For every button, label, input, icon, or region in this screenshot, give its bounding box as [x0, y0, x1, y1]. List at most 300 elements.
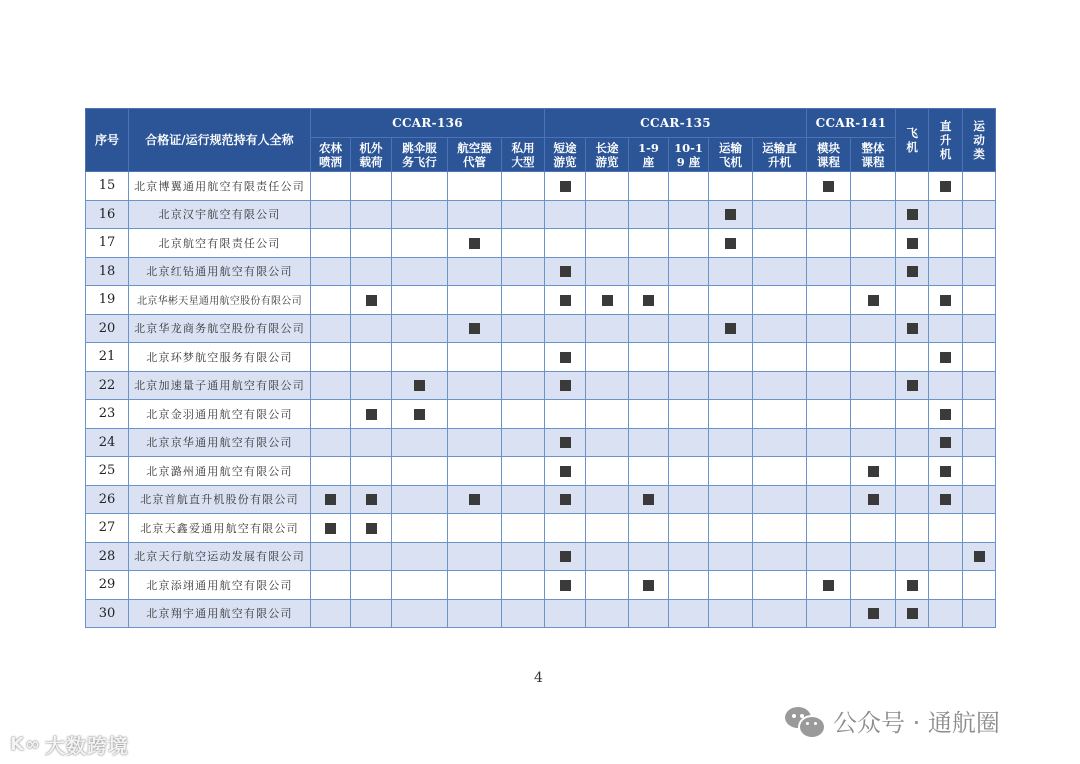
- cell-模块课程: [807, 314, 851, 343]
- check-square-icon: [907, 266, 918, 277]
- cell-整体课程: [851, 229, 896, 258]
- cell-飞机: [896, 457, 929, 486]
- cell-短途游览: [545, 257, 586, 286]
- cell-运输直升机: [753, 343, 807, 372]
- table-row: [86, 371, 996, 400]
- table-row: [86, 229, 996, 258]
- cell-机外载荷: [351, 200, 392, 229]
- watermark-right: [785, 703, 1000, 738]
- cell-1-9座: [629, 400, 669, 429]
- cell-跳伞服务飞行: [392, 172, 448, 201]
- cell-农林喷洒: [311, 599, 351, 628]
- header-sport: 运 动 类: [963, 109, 996, 172]
- cell-飞机: [896, 286, 929, 315]
- cell-运动类: [963, 457, 996, 486]
- cell-运输直升机: [753, 314, 807, 343]
- cell-农林喷洒: [311, 172, 351, 201]
- holder-name: 北京首航直升机股份有限公司: [129, 485, 311, 514]
- cell-农林喷洒: [311, 286, 351, 315]
- cell-整体课程: [851, 428, 896, 457]
- cell-运输飞机: [709, 172, 753, 201]
- cell-运输飞机: [709, 400, 753, 429]
- cell-模块课程: [807, 229, 851, 258]
- cell-模块课程: [807, 457, 851, 486]
- cell-整体课程: [851, 514, 896, 543]
- row-number: 22: [86, 371, 129, 400]
- row-number: 27: [86, 514, 129, 543]
- cell-长途游览: [586, 599, 629, 628]
- check-square-icon: [725, 323, 736, 334]
- row-number: 18: [86, 257, 129, 286]
- check-square-icon: [823, 580, 834, 591]
- cell-运动类: [963, 428, 996, 457]
- check-square-icon: [560, 181, 571, 192]
- cell-农林喷洒: [311, 400, 351, 429]
- check-square-icon: [643, 295, 654, 306]
- cell-运输飞机: [709, 514, 753, 543]
- check-square-icon: [469, 323, 480, 334]
- cell-长途游览: [586, 200, 629, 229]
- cell-农林喷洒: [311, 314, 351, 343]
- cell-私用大型: [502, 542, 545, 571]
- cell-短途游览: [545, 428, 586, 457]
- holder-name: 北京航空有限责任公司: [129, 229, 311, 258]
- check-square-icon: [823, 181, 834, 192]
- cell-短途游览: [545, 542, 586, 571]
- cell-农林喷洒: [311, 371, 351, 400]
- cell-1-9座: [629, 172, 669, 201]
- cell-跳伞服务飞行: [392, 428, 448, 457]
- cell-模块课程: [807, 371, 851, 400]
- cell-10-19座: [669, 457, 709, 486]
- cell-运输直升机: [753, 257, 807, 286]
- cell-直升机: [929, 172, 963, 201]
- cell-跳伞服务飞行: [392, 514, 448, 543]
- cell-长途游览: [586, 400, 629, 429]
- cell-航空器代管: [448, 314, 502, 343]
- qualification-table: [85, 108, 996, 628]
- header-transport-helicopter: 运输直 升机: [753, 138, 807, 172]
- cell-10-19座: [669, 599, 709, 628]
- header-short-sightseeing: 短途 游览: [545, 138, 586, 172]
- header-external-load: 机外 载荷: [351, 138, 392, 172]
- header-private-large: 私用 大型: [502, 138, 545, 172]
- cell-整体课程: [851, 314, 896, 343]
- watermark-left: [10, 730, 129, 759]
- row-number: 24: [86, 428, 129, 457]
- cell-运输直升机: [753, 200, 807, 229]
- cell-运动类: [963, 599, 996, 628]
- cell-运动类: [963, 200, 996, 229]
- table-row: [86, 457, 996, 486]
- cell-整体课程: [851, 257, 896, 286]
- cell-飞机: [896, 400, 929, 429]
- cell-跳伞服务飞行: [392, 599, 448, 628]
- cell-运输直升机: [753, 286, 807, 315]
- cell-10-19座: [669, 428, 709, 457]
- cell-1-9座: [629, 514, 669, 543]
- cell-10-19座: [669, 314, 709, 343]
- cell-农林喷洒: [311, 514, 351, 543]
- cell-跳伞服务飞行: [392, 314, 448, 343]
- cell-运动类: [963, 257, 996, 286]
- watermark-right-text: 公众号 · 通航圈: [833, 709, 1000, 737]
- cell-10-19座: [669, 371, 709, 400]
- cell-航空器代管: [448, 599, 502, 628]
- cell-直升机: [929, 343, 963, 372]
- cell-模块课程: [807, 542, 851, 571]
- row-number: 23: [86, 400, 129, 429]
- check-square-icon: [940, 466, 951, 477]
- cell-运输飞机: [709, 257, 753, 286]
- cell-运输飞机: [709, 314, 753, 343]
- check-square-icon: [325, 523, 336, 534]
- header-holder-name: 合格证/运行规范持有人全称: [129, 109, 311, 172]
- cell-1-9座: [629, 485, 669, 514]
- header-index: 序号: [86, 109, 129, 172]
- cell-航空器代管: [448, 457, 502, 486]
- cell-10-19座: [669, 172, 709, 201]
- cell-1-9座: [629, 343, 669, 372]
- cell-农林喷洒: [311, 485, 351, 514]
- cell-模块课程: [807, 257, 851, 286]
- cell-直升机: [929, 514, 963, 543]
- cell-10-19座: [669, 514, 709, 543]
- header-transport-airplane: 运输 飞机: [709, 138, 753, 172]
- cell-飞机: [896, 229, 929, 258]
- cell-运输飞机: [709, 457, 753, 486]
- check-square-icon: [907, 238, 918, 249]
- header-full-course: 整体 课程: [851, 138, 896, 172]
- check-square-icon: [907, 580, 918, 591]
- cell-私用大型: [502, 229, 545, 258]
- cell-整体课程: [851, 172, 896, 201]
- check-square-icon: [469, 494, 480, 505]
- check-square-icon: [560, 466, 571, 477]
- table-row: [86, 485, 996, 514]
- cell-农林喷洒: [311, 343, 351, 372]
- cell-私用大型: [502, 343, 545, 372]
- cell-机外载荷: [351, 286, 392, 315]
- check-square-icon: [414, 380, 425, 391]
- header-seats-10-19: 10-1 9 座: [669, 138, 709, 172]
- check-square-icon: [868, 494, 879, 505]
- cell-私用大型: [502, 257, 545, 286]
- cell-运动类: [963, 514, 996, 543]
- cell-长途游览: [586, 286, 629, 315]
- cell-机外载荷: [351, 400, 392, 429]
- cell-运输飞机: [709, 428, 753, 457]
- cell-运动类: [963, 314, 996, 343]
- cell-机外载荷: [351, 485, 392, 514]
- cell-模块课程: [807, 571, 851, 600]
- cell-短途游览: [545, 400, 586, 429]
- cell-跳伞服务飞行: [392, 485, 448, 514]
- cell-短途游览: [545, 371, 586, 400]
- header-group-ccar135: CCAR-135: [545, 109, 807, 138]
- cell-跳伞服务飞行: [392, 286, 448, 315]
- check-square-icon: [725, 238, 736, 249]
- cell-航空器代管: [448, 229, 502, 258]
- cell-模块课程: [807, 514, 851, 543]
- row-number: 19: [86, 286, 129, 315]
- row-number: 28: [86, 542, 129, 571]
- cell-短途游览: [545, 314, 586, 343]
- cell-运输飞机: [709, 571, 753, 600]
- cell-运动类: [963, 371, 996, 400]
- cell-机外载荷: [351, 571, 392, 600]
- check-square-icon: [868, 295, 879, 306]
- table-row: [86, 314, 996, 343]
- holder-name: 北京金羽通用航空有限公司: [129, 400, 311, 429]
- cell-长途游览: [586, 571, 629, 600]
- check-square-icon: [560, 295, 571, 306]
- cell-1-9座: [629, 257, 669, 286]
- cell-运输直升机: [753, 514, 807, 543]
- cell-短途游览: [545, 485, 586, 514]
- cell-10-19座: [669, 485, 709, 514]
- row-number: 30: [86, 599, 129, 628]
- cell-短途游览: [545, 599, 586, 628]
- check-square-icon: [940, 409, 951, 420]
- row-number: 26: [86, 485, 129, 514]
- cell-运输直升机: [753, 485, 807, 514]
- cell-10-19座: [669, 400, 709, 429]
- cell-飞机: [896, 485, 929, 514]
- cell-跳伞服务飞行: [392, 400, 448, 429]
- cell-运输飞机: [709, 485, 753, 514]
- cell-航空器代管: [448, 343, 502, 372]
- check-square-icon: [940, 181, 951, 192]
- holder-name: 北京添翊通用航空有限公司: [129, 571, 311, 600]
- header-group-ccar141: CCAR-141: [807, 109, 896, 138]
- cell-直升机: [929, 371, 963, 400]
- cell-运输直升机: [753, 599, 807, 628]
- cell-私用大型: [502, 286, 545, 315]
- cell-1-9座: [629, 200, 669, 229]
- cell-私用大型: [502, 371, 545, 400]
- cell-模块课程: [807, 343, 851, 372]
- cell-整体课程: [851, 400, 896, 429]
- check-square-icon: [414, 409, 425, 420]
- cell-1-9座: [629, 229, 669, 258]
- row-number: 29: [86, 571, 129, 600]
- table-row: [86, 514, 996, 543]
- cell-运输直升机: [753, 371, 807, 400]
- cell-飞机: [896, 200, 929, 229]
- row-number: 21: [86, 343, 129, 372]
- cell-短途游览: [545, 571, 586, 600]
- table-row: [86, 542, 996, 571]
- cell-运输飞机: [709, 286, 753, 315]
- cell-飞机: [896, 172, 929, 201]
- table-row: [86, 599, 996, 628]
- cell-整体课程: [851, 371, 896, 400]
- holder-name: 北京博翼通用航空有限责任公司: [129, 172, 311, 201]
- holder-name: 北京红钻通用航空有限公司: [129, 257, 311, 286]
- cell-飞机: [896, 571, 929, 600]
- cell-短途游览: [545, 229, 586, 258]
- cell-机外载荷: [351, 428, 392, 457]
- cell-长途游览: [586, 485, 629, 514]
- table-body: [86, 172, 996, 628]
- table-row: [86, 400, 996, 429]
- cell-直升机: [929, 428, 963, 457]
- cell-整体课程: [851, 571, 896, 600]
- cell-短途游览: [545, 172, 586, 201]
- holder-name: 北京京华通用航空有限公司: [129, 428, 311, 457]
- cell-运输直升机: [753, 571, 807, 600]
- cell-农林喷洒: [311, 571, 351, 600]
- row-number: 16: [86, 200, 129, 229]
- cell-长途游览: [586, 514, 629, 543]
- cell-直升机: [929, 200, 963, 229]
- cell-运输直升机: [753, 542, 807, 571]
- check-square-icon: [643, 494, 654, 505]
- cell-整体课程: [851, 200, 896, 229]
- watermark-logo-icon: K∞: [10, 734, 41, 755]
- check-square-icon: [868, 466, 879, 477]
- check-square-icon: [974, 551, 985, 562]
- cell-农林喷洒: [311, 200, 351, 229]
- holder-name: 北京华龙商务航空股份有限公司: [129, 314, 311, 343]
- cell-长途游览: [586, 371, 629, 400]
- cell-直升机: [929, 314, 963, 343]
- holder-name: 北京翔宇通用航空有限公司: [129, 599, 311, 628]
- cell-农林喷洒: [311, 542, 351, 571]
- holder-name: 北京汉宇航空有限公司: [129, 200, 311, 229]
- cell-私用大型: [502, 400, 545, 429]
- cell-运动类: [963, 485, 996, 514]
- cell-1-9座: [629, 542, 669, 571]
- header-helicopter: 直 升 机: [929, 109, 963, 172]
- check-square-icon: [366, 523, 377, 534]
- cell-运输飞机: [709, 343, 753, 372]
- table-row: [86, 200, 996, 229]
- cell-航空器代管: [448, 542, 502, 571]
- cell-直升机: [929, 571, 963, 600]
- cell-农林喷洒: [311, 257, 351, 286]
- table-header: [86, 109, 996, 172]
- cell-运输飞机: [709, 371, 753, 400]
- header-parachute-service: 跳伞服 务飞行: [392, 138, 448, 172]
- check-square-icon: [907, 323, 918, 334]
- cell-长途游览: [586, 542, 629, 571]
- cell-飞机: [896, 428, 929, 457]
- cell-10-19座: [669, 571, 709, 600]
- cell-农林喷洒: [311, 428, 351, 457]
- cell-航空器代管: [448, 286, 502, 315]
- cell-整体课程: [851, 542, 896, 571]
- holder-name: 北京天鑫爱通用航空有限公司: [129, 514, 311, 543]
- cell-飞机: [896, 371, 929, 400]
- cell-机外载荷: [351, 343, 392, 372]
- cell-长途游览: [586, 172, 629, 201]
- cell-航空器代管: [448, 257, 502, 286]
- cell-短途游览: [545, 457, 586, 486]
- cell-直升机: [929, 485, 963, 514]
- cell-模块课程: [807, 485, 851, 514]
- cell-农林喷洒: [311, 457, 351, 486]
- cell-运输飞机: [709, 542, 753, 571]
- cell-短途游览: [545, 286, 586, 315]
- cell-直升机: [929, 599, 963, 628]
- cell-短途游览: [545, 200, 586, 229]
- cell-直升机: [929, 457, 963, 486]
- cell-10-19座: [669, 286, 709, 315]
- cell-长途游览: [586, 257, 629, 286]
- header-long-sightseeing: 长途 游览: [586, 138, 629, 172]
- header-aircraft-management: 航空器 代管: [448, 138, 502, 172]
- cell-机外载荷: [351, 371, 392, 400]
- cell-私用大型: [502, 172, 545, 201]
- check-square-icon: [560, 494, 571, 505]
- cell-运动类: [963, 286, 996, 315]
- cell-整体课程: [851, 457, 896, 486]
- table-row: [86, 286, 996, 315]
- cell-私用大型: [502, 571, 545, 600]
- holder-name: 北京天行航空运动发展有限公司: [129, 542, 311, 571]
- cell-私用大型: [502, 314, 545, 343]
- cell-直升机: [929, 257, 963, 286]
- row-number: 25: [86, 457, 129, 486]
- cell-短途游览: [545, 514, 586, 543]
- cell-直升机: [929, 286, 963, 315]
- cell-机外载荷: [351, 314, 392, 343]
- check-square-icon: [560, 580, 571, 591]
- cell-跳伞服务飞行: [392, 229, 448, 258]
- check-square-icon: [325, 494, 336, 505]
- header-group-ccar136: CCAR-136: [311, 109, 545, 138]
- check-square-icon: [366, 409, 377, 420]
- cell-模块课程: [807, 172, 851, 201]
- check-square-icon: [940, 437, 951, 448]
- cell-飞机: [896, 514, 929, 543]
- cell-飞机: [896, 599, 929, 628]
- wechat-icon: [785, 705, 825, 737]
- cell-直升机: [929, 400, 963, 429]
- table-row: [86, 257, 996, 286]
- cell-10-19座: [669, 542, 709, 571]
- cell-模块课程: [807, 599, 851, 628]
- cell-私用大型: [502, 457, 545, 486]
- cell-私用大型: [502, 599, 545, 628]
- cell-机外载荷: [351, 229, 392, 258]
- cell-运输直升机: [753, 457, 807, 486]
- cell-1-9座: [629, 571, 669, 600]
- cell-模块课程: [807, 400, 851, 429]
- cell-模块课程: [807, 286, 851, 315]
- check-square-icon: [907, 209, 918, 220]
- row-number: 15: [86, 172, 129, 201]
- cell-运动类: [963, 400, 996, 429]
- cell-跳伞服务飞行: [392, 457, 448, 486]
- cell-1-9座: [629, 371, 669, 400]
- cell-长途游览: [586, 457, 629, 486]
- cell-航空器代管: [448, 428, 502, 457]
- cell-运动类: [963, 343, 996, 372]
- header-seats-1-9: 1-9 座: [629, 138, 669, 172]
- holder-name: 北京华彬天星通用航空股份有限公司: [129, 286, 311, 315]
- cell-农林喷洒: [311, 229, 351, 258]
- cell-运动类: [963, 229, 996, 258]
- cell-飞机: [896, 542, 929, 571]
- check-square-icon: [868, 608, 879, 619]
- cell-直升机: [929, 542, 963, 571]
- cell-1-9座: [629, 314, 669, 343]
- cell-机外载荷: [351, 599, 392, 628]
- cell-模块课程: [807, 428, 851, 457]
